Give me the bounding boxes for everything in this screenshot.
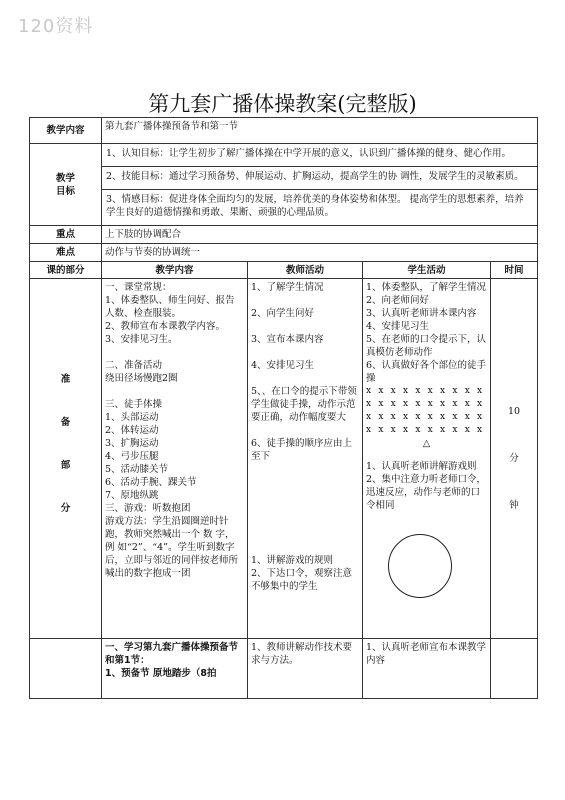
content-line: 2、体转运动: [105, 425, 159, 436]
student-line: 2、向老师问好: [366, 295, 430, 306]
content-label: 教学内容: [30, 118, 102, 144]
goals-label: [30, 144, 102, 226]
teacher-line: 6、徒手操的顺序应由上至下: [251, 438, 353, 462]
teacher-line: 1、讲解游戏的规则: [251, 555, 334, 566]
content-line: 3、扩胸运动: [105, 438, 159, 449]
content-line: 一、学习第九套广播体操预备节和第1节：: [105, 642, 239, 666]
page-title: 第九套广播体操教案(完整版): [148, 92, 417, 116]
formation-row: x x x x x x x x x x: [366, 412, 485, 422]
student-line: 1、认真听老师讲解游戏则: [366, 461, 477, 472]
student-line: 1、体委整队，了解学生情况: [366, 282, 487, 293]
key-value: 上下肢的协调配合: [102, 226, 538, 244]
difficulty-value: 动作与节奏的协调统一: [102, 244, 538, 262]
header-student: 学生活动: [363, 262, 491, 279]
teacher-line: [251, 294, 359, 307]
formation-row: x x x x x x x x x x: [366, 386, 485, 396]
time-value: 10: [507, 406, 521, 417]
content-line: 7、原地纵跳: [105, 490, 159, 501]
student-line: 2、集中注意力听老师口令，迅速反应，动作与老师的口令相同: [366, 474, 487, 511]
section-2-student: [363, 639, 491, 699]
student-spacer: [366, 450, 487, 460]
content-line: 2、教师宣布本课教学内容。: [105, 321, 226, 332]
teacher-line: 3、宣布本课内容: [251, 334, 324, 345]
formation-row: x x x x x x x x x x: [366, 399, 485, 409]
watermark: 120资料: [18, 16, 94, 37]
section-2-part: [30, 639, 102, 699]
content-line: 3、安排见习生。: [105, 334, 178, 345]
warmup-content: [102, 279, 248, 639]
student-line: 5、在老师的口令提示下，认真模仿老师动作: [366, 334, 487, 358]
teacher-line: 1、了解学生情况: [251, 282, 324, 293]
student-line: 1、认真听老师宣布本课教学内容: [366, 642, 487, 666]
content-line: 绕田径场慢跑2圈: [105, 373, 178, 384]
content-line: 二、准备活动: [105, 360, 163, 371]
warmup-time: [491, 279, 538, 639]
teacher-position-icon: △: [422, 438, 431, 449]
content-line: [105, 385, 244, 398]
part-char: 准: [60, 373, 71, 385]
content-line: 一、课堂常规：: [105, 282, 172, 293]
content-line: 6、活动手腕、踝关节: [105, 477, 197, 488]
teacher-line: [251, 372, 359, 385]
formation-row: x x x x x x x x x x: [366, 425, 485, 435]
goals-label-line-1: 教学: [55, 172, 75, 184]
header-content: 教学内容: [102, 262, 248, 279]
student-line: 3、认真听老师讲本课内容: [366, 308, 477, 319]
content-line: 三、游戏：听数抱团: [105, 503, 191, 514]
part-char: 备: [60, 416, 71, 428]
student-line: 6、认真做好各个部位的徒手操: [366, 360, 487, 384]
content-line: 游戏方法：学生沿圆圈逆时针跑，教师突然喊出一个 数 字， 例 如“2”、“4”。学生听到数字后，立即与邻近的同伴按老师所喊出的数字抱成一团: [105, 516, 239, 579]
content-line: 5、活动膝关节: [105, 464, 169, 475]
goals-cell: [102, 144, 538, 226]
game-circle-diagram: [388, 534, 452, 598]
teacher-line: 2、下达口令，观察注意不够集中的学生: [251, 568, 353, 592]
content-line: 1、头部运动: [105, 412, 159, 423]
teacher-spacer: [251, 463, 359, 554]
header-time: 时间: [491, 262, 538, 279]
student-line: 4、安排见习生: [366, 321, 430, 332]
section-warmup-label: [30, 279, 102, 639]
content-line: [105, 346, 244, 359]
goal-item: 3、情感目标：促进身体全面均匀的发展，培养优美的身体姿势和体型。 提高学生的思想素养，培养学生良好的道德情操和勇敢、果断、顽强的心理品质。: [102, 189, 537, 225]
teacher-line: 5、、在口令的提示下带领学生做徒手操，动作示范要正确，动作幅度要大: [251, 386, 357, 423]
content-line: 4、弓步压腿: [105, 451, 159, 462]
teacher-line: 2、向学生问好: [251, 308, 315, 319]
content-value: 第九套广播体操预备节和第一节: [102, 118, 538, 144]
warmup-teacher: [248, 279, 363, 639]
content-line: 1、预备节 原地踏步（8拍: [105, 668, 217, 679]
goal-item: 2、技能目标：通过学习预备势、伸展运动、扩胸运动，提高学生的协 调性，发展学生的灵敏素质。: [102, 166, 537, 189]
part-char: 部: [60, 459, 71, 471]
teacher-line: 4、安排见习生: [251, 360, 315, 371]
content-line: 三、徒手体操: [105, 399, 163, 410]
teacher-line: 1、教师讲解动作技术要求与方法。: [251, 642, 353, 666]
header-teacher: 教师活动: [248, 262, 363, 279]
teacher-line: [251, 346, 359, 359]
section-2-teacher: [248, 639, 363, 699]
lesson-plan-table: [29, 117, 538, 699]
key-label: 重点: [30, 226, 102, 244]
section-2-time: [491, 639, 538, 699]
goal-item: 1、认知目标：让学生初步了解广播体操在中学开展的意义，认识到广播体操的健身、健心作用。: [106, 148, 512, 159]
warmup-student: [363, 279, 491, 639]
section-2-content: [102, 639, 248, 699]
time-unit: 分: [509, 453, 519, 464]
content-line: 1、体委整队、师生问好、报告人数、检查服装。: [105, 295, 235, 319]
goals-label-line-2: 目标: [55, 185, 75, 197]
teacher-line: [251, 320, 359, 333]
teacher-line: [251, 424, 359, 437]
difficulty-label: 难点: [30, 244, 102, 262]
time-unit: 钟: [509, 500, 519, 511]
part-char: 分: [60, 502, 71, 514]
header-part: 课的部分: [30, 262, 102, 279]
